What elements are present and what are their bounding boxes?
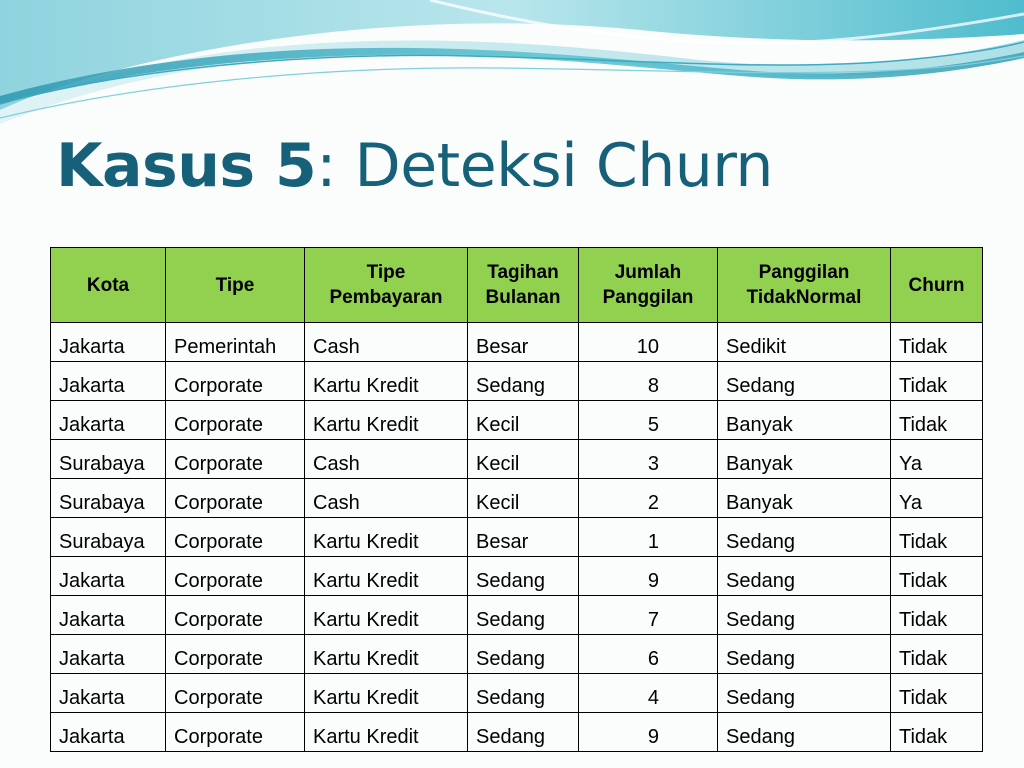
cell-panggilan-tidaknormal: Sedikit <box>718 323 891 362</box>
cell-tipe-pembayaran: Kartu Kredit <box>305 401 468 440</box>
cell-jumlah-panggilan: 2 <box>579 479 718 518</box>
table-row <box>51 479 983 518</box>
table-row <box>51 713 983 752</box>
cell-tipe: Corporate <box>166 479 305 518</box>
cell-tipe: Corporate <box>166 635 305 674</box>
cell-panggilan-tidaknormal: Sedang <box>718 362 891 401</box>
table-row <box>51 362 983 401</box>
cell-tipe-pembayaran: Kartu Kredit <box>305 635 468 674</box>
table-row <box>51 635 983 674</box>
cell-kota: Jakarta <box>51 323 166 362</box>
column-header-panggilan-tidaknormal: Panggilan TidakNormal <box>718 248 891 323</box>
cell-tipe-pembayaran: Kartu Kredit <box>305 557 468 596</box>
cell-churn: Tidak <box>891 401 983 440</box>
cell-kota: Jakarta <box>51 401 166 440</box>
cell-tipe-pembayaran: Cash <box>305 323 468 362</box>
cell-tipe: Corporate <box>166 713 305 752</box>
column-header-tipe-pembayaran: Tipe Pembayaran <box>305 248 468 323</box>
cell-tipe: Corporate <box>166 440 305 479</box>
slide-title <box>56 118 773 214</box>
cell-panggilan-tidaknormal: Banyak <box>718 440 891 479</box>
cell-jumlah-panggilan: 9 <box>579 557 718 596</box>
cell-tagihan-bulanan: Sedang <box>468 557 579 596</box>
cell-tipe: Corporate <box>166 557 305 596</box>
cell-tipe-pembayaran: Kartu Kredit <box>305 518 468 557</box>
column-header-kota: Kota <box>51 248 166 323</box>
cell-kota: Jakarta <box>51 557 166 596</box>
cell-churn: Tidak <box>891 518 983 557</box>
cell-tagihan-bulanan: Sedang <box>468 362 579 401</box>
cell-tagihan-bulanan: Sedang <box>468 596 579 635</box>
cell-tagihan-bulanan: Kecil <box>468 440 579 479</box>
cell-churn: Tidak <box>891 674 983 713</box>
table-row <box>51 596 983 635</box>
cell-tipe: Pemerintah <box>166 323 305 362</box>
cell-kota: Surabaya <box>51 479 166 518</box>
table-row <box>51 674 983 713</box>
cell-panggilan-tidaknormal: Sedang <box>718 518 891 557</box>
cell-tagihan-bulanan: Besar <box>468 323 579 362</box>
table-row <box>51 557 983 596</box>
churn-data-table <box>50 247 983 752</box>
cell-tagihan-bulanan: Sedang <box>468 713 579 752</box>
cell-tagihan-bulanan: Kecil <box>468 479 579 518</box>
cell-churn: Tidak <box>891 713 983 752</box>
cell-tipe: Corporate <box>166 518 305 557</box>
cell-jumlah-panggilan: 7 <box>579 596 718 635</box>
cell-churn: Tidak <box>891 362 983 401</box>
cell-kota: Jakarta <box>51 596 166 635</box>
cell-kota: Surabaya <box>51 518 166 557</box>
cell-tipe-pembayaran: Kartu Kredit <box>305 674 468 713</box>
cell-churn: Tidak <box>891 596 983 635</box>
cell-kota: Jakarta <box>51 362 166 401</box>
column-header-churn: Churn <box>891 248 983 323</box>
cell-kota: Jakarta <box>51 635 166 674</box>
cell-panggilan-tidaknormal: Sedang <box>718 635 891 674</box>
table-header-row <box>51 248 983 323</box>
cell-panggilan-tidaknormal: Banyak <box>718 479 891 518</box>
cell-tagihan-bulanan: Besar <box>468 518 579 557</box>
cell-tipe: Corporate <box>166 596 305 635</box>
cell-kota: Surabaya <box>51 440 166 479</box>
column-header-tagihan-bulanan: Tagihan Bulanan <box>468 248 579 323</box>
cell-tipe-pembayaran: Cash <box>305 440 468 479</box>
cell-tipe-pembayaran: Kartu Kredit <box>305 713 468 752</box>
cell-kota: Jakarta <box>51 674 166 713</box>
cell-tagihan-bulanan: Kecil <box>468 401 579 440</box>
table-row <box>51 518 983 557</box>
cell-tipe-pembayaran: Cash <box>305 479 468 518</box>
cell-tipe-pembayaran: Kartu Kredit <box>305 596 468 635</box>
cell-panggilan-tidaknormal: Sedang <box>718 596 891 635</box>
cell-jumlah-panggilan: 1 <box>579 518 718 557</box>
cell-panggilan-tidaknormal: Banyak <box>718 401 891 440</box>
table-row <box>51 401 983 440</box>
cell-tipe-pembayaran: Kartu Kredit <box>305 362 468 401</box>
cell-churn: Tidak <box>891 557 983 596</box>
cell-tagihan-bulanan: Sedang <box>468 674 579 713</box>
table-row <box>51 440 983 479</box>
cell-jumlah-panggilan: 3 <box>579 440 718 479</box>
cell-jumlah-panggilan: 6 <box>579 635 718 674</box>
column-header-tipe: Tipe <box>166 248 305 323</box>
cell-jumlah-panggilan: 5 <box>579 401 718 440</box>
cell-churn: Tidak <box>891 635 983 674</box>
cell-panggilan-tidaknormal: Sedang <box>718 713 891 752</box>
cell-tipe: Corporate <box>166 362 305 401</box>
cell-jumlah-panggilan: 8 <box>579 362 718 401</box>
cell-jumlah-panggilan: 9 <box>579 713 718 752</box>
cell-churn: Ya <box>891 479 983 518</box>
slide-title-rest: : Deteksi Churn <box>316 131 773 201</box>
cell-tagihan-bulanan: Sedang <box>468 635 579 674</box>
cell-churn: Ya <box>891 440 983 479</box>
cell-churn: Tidak <box>891 323 983 362</box>
cell-jumlah-panggilan: 4 <box>579 674 718 713</box>
cell-tipe: Corporate <box>166 401 305 440</box>
column-header-jumlah-panggilan: Jumlah Panggilan <box>579 248 718 323</box>
cell-jumlah-panggilan: 10 <box>579 323 718 362</box>
cell-panggilan-tidaknormal: Sedang <box>718 557 891 596</box>
cell-tipe: Corporate <box>166 674 305 713</box>
cell-kota: Jakarta <box>51 713 166 752</box>
cell-panggilan-tidaknormal: Sedang <box>718 674 891 713</box>
table-row <box>51 323 983 362</box>
slide-title-bold: Kasus 5 <box>56 131 317 201</box>
